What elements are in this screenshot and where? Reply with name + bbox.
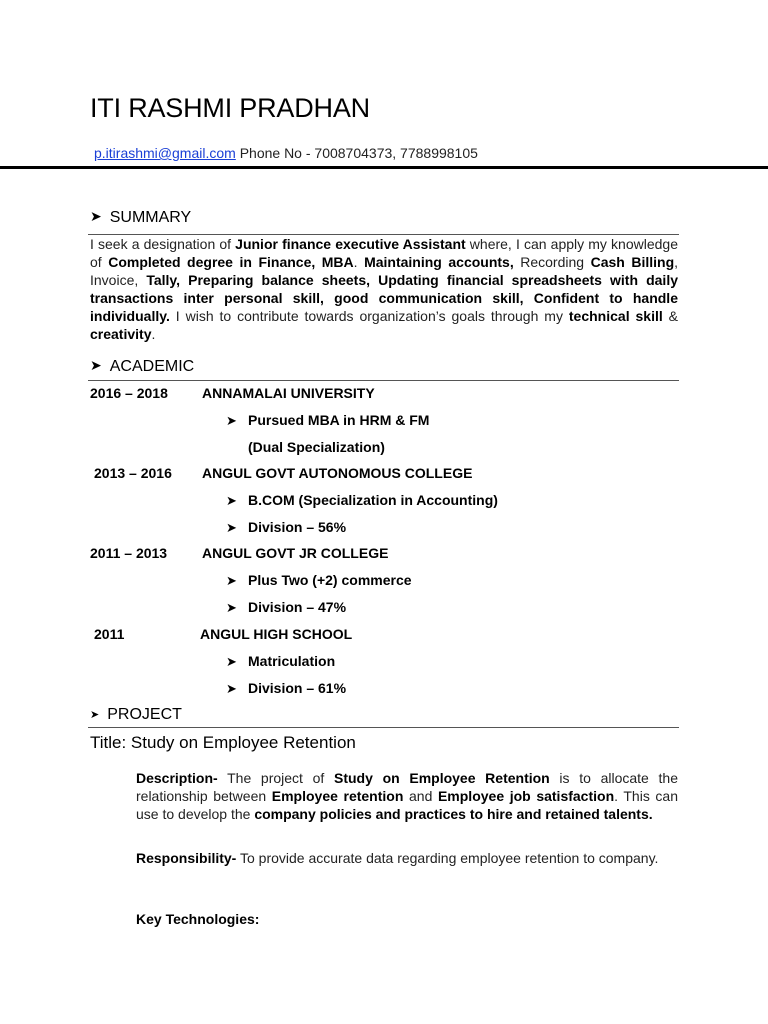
arrowhead-bullet-icon: ➤ bbox=[90, 208, 102, 224]
academic-years: 2016 – 2018 bbox=[90, 385, 168, 401]
key-technologies-label: Key Technologies: bbox=[136, 911, 260, 927]
academic-years: 2013 – 2016 bbox=[94, 465, 172, 481]
academic-detail: ➤ B.COM (Specialization in Accounting) bbox=[226, 492, 498, 508]
academic-detail: ➤ Division – 56% bbox=[226, 519, 347, 535]
arrowhead-bullet-icon: ➤ bbox=[90, 709, 100, 721]
header-divider bbox=[0, 166, 768, 169]
arrowhead-bullet-icon: ➤ bbox=[226, 520, 237, 535]
project-description: Description- The project of Study on Employee Retention is to allocate the relationship between Employee retention and Employee job satisfaction. This can use to develop the company policies and practices to hire and retained talents. bbox=[136, 770, 678, 822]
summary-paragraph: I seek a designation of Junior finance executive Assistant where, I can apply my knowledge of Completed degree in Finance, MBA. Maintaining accounts, Recording Cash Billing, Invoice, Tally, Preparing balance sheets, Updating financial spreadsheets with daily transactions inter personal skill, good communication skill, Confident to handle individually. I wish to contribute towards organization’s goals through my technical skill & creativity. bbox=[90, 236, 679, 342]
summary-heading: ➤ SUMMARY bbox=[90, 208, 192, 226]
academic-institution: ANNAMALAI UNIVERSITY bbox=[202, 385, 375, 401]
project-heading: ➤ PROJECT bbox=[90, 706, 182, 723]
email-link[interactable]: p.itirashmi@gmail.com bbox=[94, 145, 236, 161]
academic-detail: ➤ Pursued MBA in HRM & FM bbox=[226, 412, 430, 428]
academic-heading: ➤ ACADEMIC bbox=[90, 357, 195, 375]
academic-years: 2011 bbox=[94, 626, 125, 642]
academic-institution: ANGUL HIGH SCHOOL bbox=[200, 626, 353, 642]
candidate-name: ITI RASHMI PRADHAN bbox=[90, 93, 370, 123]
arrowhead-bullet-icon: ➤ bbox=[226, 573, 237, 588]
project-title: Title: Study on Employee Retention bbox=[90, 733, 356, 752]
academic-detail: (Dual Specialization) bbox=[248, 439, 385, 455]
academic-divider bbox=[88, 380, 679, 381]
arrowhead-bullet-icon: ➤ bbox=[90, 357, 102, 373]
arrowhead-bullet-icon: ➤ bbox=[226, 654, 237, 669]
arrowhead-bullet-icon: ➤ bbox=[226, 600, 237, 615]
academic-detail: ➤ Division – 61% bbox=[226, 680, 347, 696]
academic-detail: ➤ Division – 47% bbox=[226, 599, 347, 615]
academic-years: 2011 – 2013 bbox=[90, 545, 168, 561]
academic-institution: ANGUL GOVT AUTONOMOUS COLLEGE bbox=[202, 465, 473, 481]
project-responsibility: Responsibility- To provide accurate data regarding employee retention to company. bbox=[136, 850, 659, 866]
academic-detail: ➤ Matriculation bbox=[226, 653, 336, 669]
phone-numbers: Phone No - 7008704373, 7788998105 bbox=[239, 145, 478, 161]
contact-line bbox=[94, 145, 478, 161]
arrowhead-bullet-icon: ➤ bbox=[226, 681, 237, 696]
arrowhead-bullet-icon: ➤ bbox=[226, 413, 237, 428]
academic-institution: ANGUL GOVT JR COLLEGE bbox=[202, 545, 389, 561]
project-divider bbox=[88, 727, 679, 728]
academic-detail: ➤ Plus Two (+2) commerce bbox=[226, 572, 412, 588]
arrowhead-bullet-icon: ➤ bbox=[226, 493, 237, 508]
